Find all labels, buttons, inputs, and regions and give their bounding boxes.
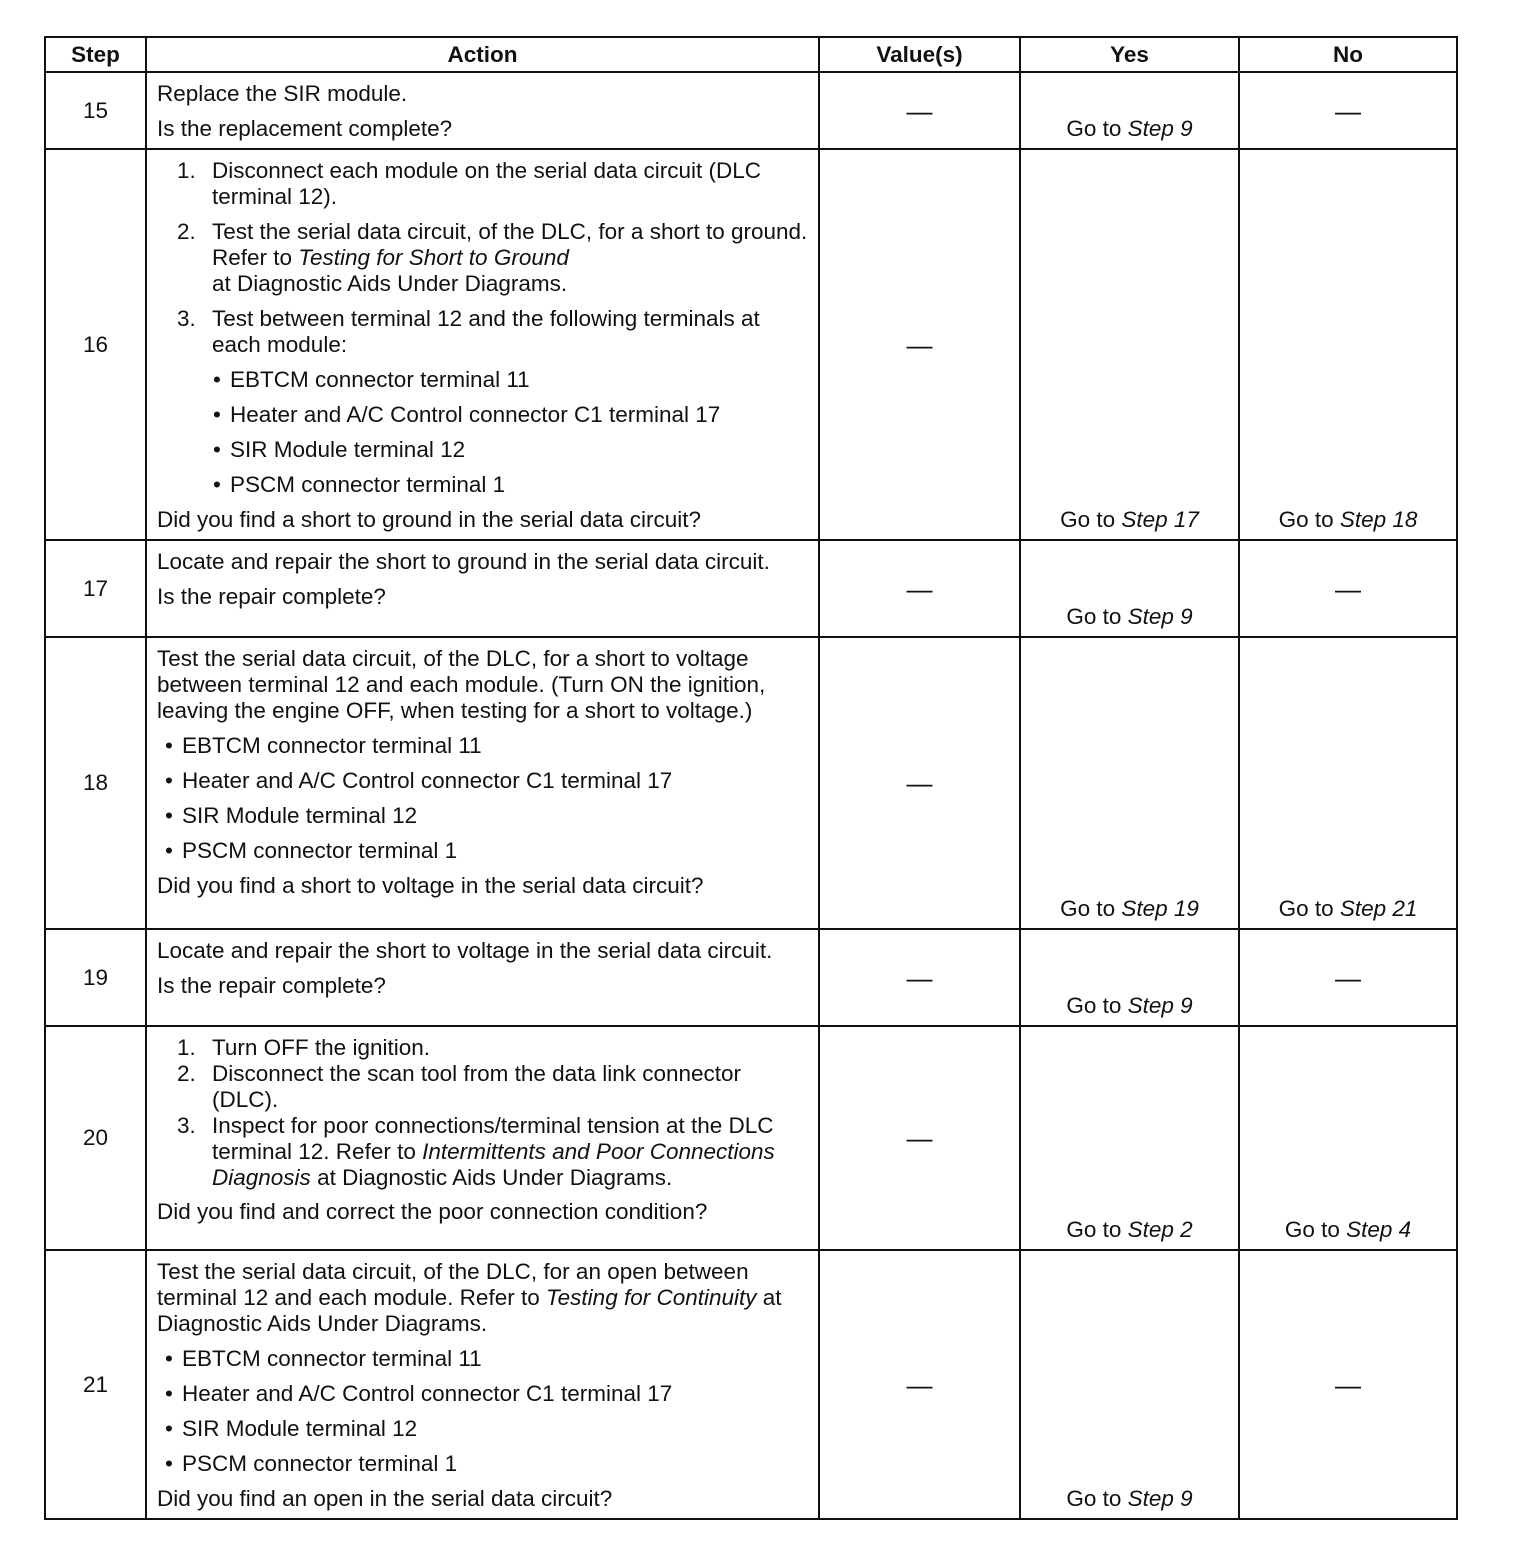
list-item: • EBTCM connector terminal 11	[157, 1346, 808, 1372]
action-text-a: Test the serial data circuit, of the DLC, for an open between terminal 12 and each module. Refer to	[157, 1259, 749, 1310]
step-number: 15	[45, 72, 146, 149]
list-item: • SIR Module terminal 12	[157, 1416, 808, 1442]
action-text: Locate and repair the short to ground in the serial data circuit.	[157, 549, 770, 574]
terminal-list	[157, 367, 808, 498]
item-number: 1.	[177, 1035, 196, 1060]
goto-prefix: Go to	[1066, 604, 1128, 629]
no-dash: —	[1239, 72, 1457, 149]
goto-step: Step 9	[1127, 604, 1193, 629]
item-number: 2.	[177, 219, 196, 244]
action-question: Did you find and correct the poor connection condition?	[157, 1199, 708, 1224]
step-number: 17	[45, 540, 146, 637]
goto-prefix: Go to	[1060, 507, 1122, 532]
list-item: • EBTCM connector terminal 11	[157, 733, 808, 759]
no-dash: —	[1239, 929, 1457, 1026]
goto-prefix: Go to	[1066, 1217, 1128, 1242]
goto-step: Step 4	[1346, 1217, 1412, 1242]
action-question: Did you find an open in the serial data circuit?	[157, 1486, 613, 1511]
action-cell	[146, 929, 819, 1026]
yes-cell	[1020, 1026, 1239, 1250]
yes-cell	[1020, 929, 1239, 1026]
action-cell	[146, 637, 819, 929]
action-text: Locate and repair the short to voltage in the serial data circuit.	[157, 938, 773, 963]
step-number: 16	[45, 149, 146, 540]
list-item: • Heater and A/C Control connector C1 terminal 17	[157, 768, 808, 794]
yes-cell	[1020, 72, 1239, 149]
item-text: Test between terminal 12 and the following terminals at each module:	[212, 306, 760, 357]
list-item: • PSCM connector terminal 1	[205, 472, 808, 498]
table-row	[45, 929, 1457, 1026]
goto-step: Step 21	[1339, 896, 1418, 921]
list-item: • Heater and A/C Control connector C1 terminal 17	[205, 402, 808, 428]
no-dash: —	[1239, 1250, 1457, 1519]
item-number: 1.	[177, 158, 196, 183]
action-cell	[146, 540, 819, 637]
action-cell	[146, 72, 819, 149]
goto-prefix: Go to	[1284, 1217, 1347, 1242]
goto-step: Step 9	[1127, 116, 1193, 141]
value-dash: —	[819, 72, 1020, 149]
value-dash: —	[819, 1250, 1020, 1519]
header-action: Action	[146, 37, 819, 72]
table-row	[45, 1250, 1457, 1519]
item-number: 3.	[177, 1113, 196, 1138]
numbered-item	[177, 158, 808, 210]
table-row	[45, 72, 1457, 149]
numbered-item	[177, 1113, 808, 1191]
goto-step: Step 2	[1127, 1217, 1193, 1242]
header-step: Step	[45, 37, 146, 72]
reference-link: Intermittents and Poor Connections Diagnosis	[212, 1139, 775, 1190]
item-text	[212, 1113, 808, 1191]
goto-prefix: Go to	[1060, 896, 1122, 921]
yes-cell	[1020, 1250, 1239, 1519]
diagnostic-table	[44, 36, 1458, 1520]
value-dash: —	[819, 929, 1020, 1026]
action-cell	[146, 1250, 819, 1519]
goto-step: Step 9	[1127, 993, 1193, 1018]
numbered-item	[177, 1061, 808, 1113]
goto-prefix: Go to	[1278, 896, 1340, 921]
no-cell	[1239, 1026, 1457, 1250]
action-question: Did you find a short to ground in the serial data circuit?	[157, 507, 702, 532]
header-row	[45, 37, 1457, 72]
action-question: Is the replacement complete?	[157, 116, 453, 141]
action-question: Did you find a short to voltage in the serial data circuit?	[157, 873, 704, 898]
yes-cell	[1020, 540, 1239, 637]
reference-link: Testing for Continuity	[545, 1285, 757, 1310]
no-cell	[1239, 149, 1457, 540]
action-text: Replace the SIR module.	[157, 81, 408, 106]
list-item: • PSCM connector terminal 1	[157, 838, 808, 864]
item-text-b: at Diagnostic Aids Under Diagrams.	[212, 271, 568, 296]
action-question: Is the repair complete?	[157, 584, 386, 609]
header-no: No	[1239, 37, 1457, 72]
item-number: 3.	[177, 306, 196, 331]
step-number: 19	[45, 929, 146, 1026]
value-dash: —	[819, 637, 1020, 929]
header-yes: Yes	[1020, 37, 1239, 72]
goto-prefix: Go to	[1066, 116, 1128, 141]
list-item: • SIR Module terminal 12	[205, 437, 808, 463]
item-text-a: Inspect for poor connections/terminal tension at the DLC terminal 12. Refer to	[212, 1113, 774, 1164]
reference-link: Testing for Short to Ground	[298, 245, 569, 270]
terminal-list	[157, 733, 808, 864]
item-text: Disconnect each module on the serial data circuit (DLC terminal 12).	[212, 158, 762, 209]
action-question: Is the repair complete?	[157, 973, 386, 998]
numbered-item	[177, 1035, 808, 1061]
action-cell	[146, 149, 819, 540]
value-dash: —	[819, 540, 1020, 637]
list-item: • SIR Module terminal 12	[157, 803, 808, 829]
goto-prefix: Go to	[1278, 507, 1340, 532]
terminal-list	[157, 1346, 808, 1477]
goto-prefix: Go to	[1066, 1486, 1128, 1511]
goto-step: Step 18	[1339, 507, 1418, 532]
goto-step: Step 9	[1127, 1486, 1193, 1511]
step-number: 18	[45, 637, 146, 929]
table-row	[45, 637, 1457, 929]
goto-step: Step 17	[1121, 507, 1199, 532]
goto-prefix: Go to	[1066, 993, 1128, 1018]
no-dash: —	[1239, 540, 1457, 637]
list-item: • PSCM connector terminal 1	[157, 1451, 808, 1477]
item-text: Turn OFF the ignition.	[212, 1035, 431, 1060]
action-text: Test the serial data circuit, of the DLC, for a short to voltage between terminal 12 and each module. (Turn ON the ignition, leaving the engine OFF, when testing for a short to voltage.)	[157, 646, 766, 723]
yes-cell	[1020, 149, 1239, 540]
goto-step: Step 19	[1121, 896, 1199, 921]
action-text	[157, 1259, 808, 1337]
step-number: 21	[45, 1250, 146, 1519]
numbered-item	[177, 306, 808, 358]
item-text-b: at Diagnostic Aids Under Diagrams.	[310, 1165, 673, 1190]
item-text-a: Test the serial data circuit, of the DLC, for a short to ground. Refer to	[212, 219, 808, 270]
item-text: Disconnect the scan tool from the data link connector (DLC).	[212, 1061, 742, 1112]
table-row	[45, 149, 1457, 540]
action-cell	[146, 1026, 819, 1250]
no-cell	[1239, 637, 1457, 929]
table-row	[45, 540, 1457, 637]
table-row	[45, 1026, 1457, 1250]
list-item: • Heater and A/C Control connector C1 terminal 17	[157, 1381, 808, 1407]
item-text	[212, 219, 808, 297]
value-dash: —	[819, 149, 1020, 540]
item-number: 2.	[177, 1061, 196, 1086]
step-number: 20	[45, 1026, 146, 1250]
list-item: • EBTCM connector terminal 11	[205, 367, 808, 393]
numbered-item	[177, 219, 808, 297]
yes-cell	[1020, 637, 1239, 929]
header-values: Value(s)	[819, 37, 1020, 72]
value-dash: —	[819, 1026, 1020, 1250]
action-text-b: at Diagnostic Aids Under Diagrams.	[157, 1285, 782, 1336]
